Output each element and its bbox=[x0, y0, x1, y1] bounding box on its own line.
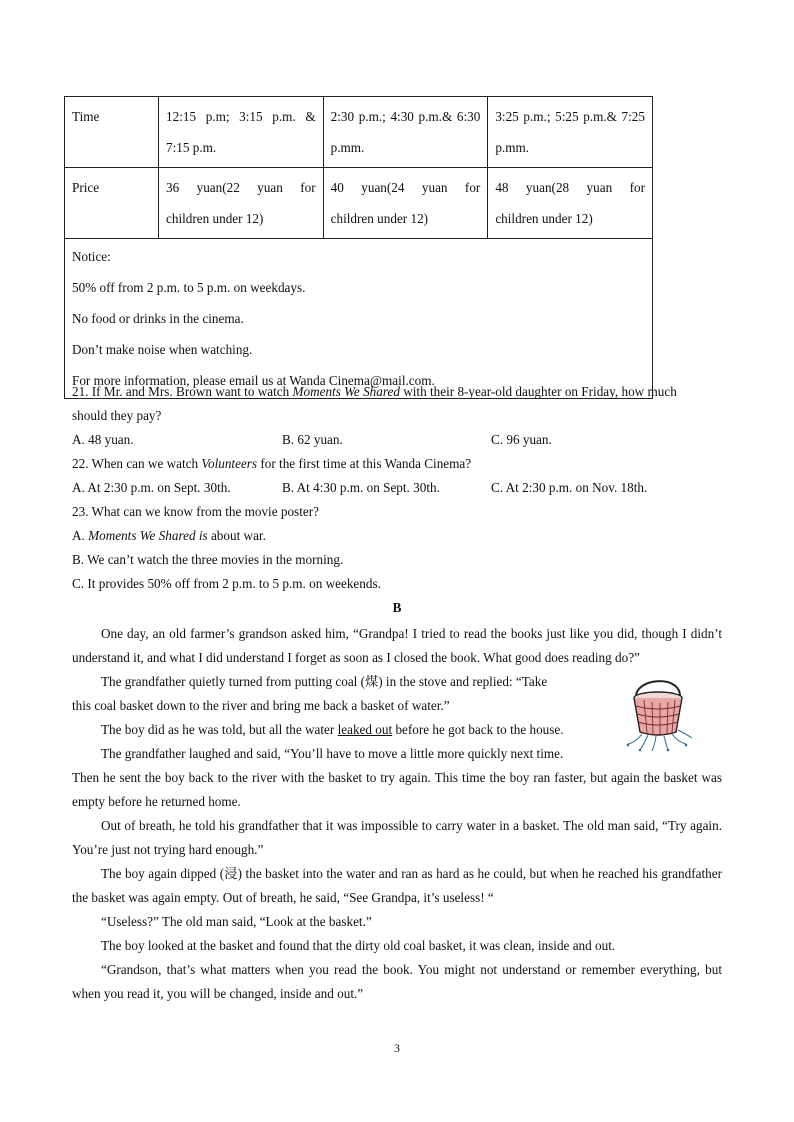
q21-text: 21. If Mr. and Mrs. Brown want to watch bbox=[72, 384, 293, 399]
cell-time-2: 2:30 p.m.; 4:30 p.m.& 6:30 p.mm. bbox=[323, 97, 488, 168]
notice-line: 50% off from 2 p.m. to 5 p.m. on weekdays. bbox=[72, 280, 306, 295]
passage-paragraph-cont: Then he sent the boy back to the river with the basket to try again. This time the boy ran faster, but again the basket was empty before he returned home. bbox=[72, 770, 722, 809]
cell-time-1: 12:15 p.m; 3:15 p.m. & 7:15 p.m. bbox=[159, 97, 324, 168]
movie-title: Moments We Shared is bbox=[88, 528, 208, 543]
table-row-price bbox=[65, 168, 653, 239]
questions-block bbox=[72, 380, 722, 620]
passage-paragraph: “Useless?” The old man said, “Look at the basket.” bbox=[101, 914, 372, 929]
cell-price-1: 36 yuan(22 yuan for children under 12) bbox=[159, 168, 324, 239]
table-row-notice bbox=[65, 239, 653, 399]
notice-line: Don’t make noise when watching. bbox=[72, 342, 253, 357]
question-22-options bbox=[72, 476, 722, 500]
question-23-stem: 23. What can we know from the movie poster? bbox=[72, 504, 319, 519]
q21-text: with their 8-year-old daughter on Friday, how much bbox=[399, 384, 677, 399]
notice-cell bbox=[65, 239, 653, 399]
row-label-price: Price bbox=[65, 168, 159, 239]
section-heading: B bbox=[392, 600, 402, 615]
option-b: B. At 4:30 p.m. on Sept. 30th. bbox=[282, 480, 440, 495]
option-a: A. At 2:30 p.m. on Sept. 30th. bbox=[72, 480, 231, 495]
question-21-stem-line2: should they pay? bbox=[72, 408, 162, 423]
cell-price-2: 40 yuan(24 yuan for children under 12) bbox=[323, 168, 488, 239]
notice-line: For more information, please email us at Wanda Cinema@mail.com. bbox=[72, 373, 435, 388]
row-label-time: Time bbox=[65, 97, 159, 168]
cell-price-3: 48 yuan(28 yuan for children under 12) bbox=[488, 168, 653, 239]
passage-paragraph-cont: this coal basket down to the river and bring me back a basket of water.” bbox=[72, 698, 450, 713]
option-c: C. At 2:30 p.m. on Nov. 18th. bbox=[491, 480, 648, 495]
question-21-stem bbox=[72, 380, 722, 404]
option-b: B. 62 yuan. bbox=[282, 432, 343, 447]
passage-paragraph: The grandfather quietly turned from putting coal (煤) in the stove and replied: “Take bbox=[101, 674, 548, 689]
option-c: C. It provides 50% off from 2 p.m. to 5 p.m. on weekends. bbox=[72, 576, 381, 591]
movie-title: Moments We Shared bbox=[292, 384, 400, 399]
notice-line: No food or drinks in the cinema. bbox=[72, 311, 244, 326]
passage-text: before he got back to the house. bbox=[392, 722, 564, 737]
water-basket-illustration bbox=[622, 672, 694, 752]
table-row-time bbox=[65, 97, 653, 168]
passage-paragraph: The boy again dipped (浸) the basket into the water and ran as hard as he could, but when he reached his grandfather the basket was again empty. Out of breath, he said, “See Grandpa, it’s useless! “ bbox=[72, 866, 722, 905]
q22-text: 22. When can we watch bbox=[72, 456, 202, 471]
cell-time-3: 3:25 p.m.; 5:25 p.m.& 7:25 p.mm. bbox=[488, 97, 653, 168]
option-a bbox=[72, 524, 722, 548]
passage-paragraph: Out of breath, he told his grandfather that it was impossible to carry water in a basket. The old man said, “Try again. You’re just not trying hard enough.” bbox=[72, 818, 722, 857]
notice-title: Notice: bbox=[72, 249, 111, 264]
option-b: B. We can’t watch the three movies in the morning. bbox=[72, 552, 344, 567]
schedule-table bbox=[64, 96, 653, 399]
passage-paragraph: “Grandson, that’s what matters when you read the book. You might not understand or remember everything, but when you read it, you will be changed, inside and out.” bbox=[72, 962, 722, 1001]
page-number: 3 bbox=[394, 1041, 400, 1055]
question-22-stem bbox=[72, 452, 722, 476]
movie-title: Volunteers bbox=[201, 456, 258, 471]
q22-text: for the first time at this Wanda Cinema? bbox=[257, 456, 472, 471]
passage-paragraph: The boy looked at the basket and found that the dirty old coal basket, it was clean, inside and out. bbox=[101, 938, 616, 953]
option-a-text: about war. bbox=[207, 528, 266, 543]
option-a-prefix: A. bbox=[72, 528, 89, 543]
passage-paragraph: One day, an old farmer’s grandson asked him, “Grandpa! I tried to read the books just like you did, though I didn’t understand it, and what I did understand I forget as soon as I closed the book. What good does reading do?” bbox=[72, 626, 722, 665]
question-21-options bbox=[72, 428, 722, 452]
option-a: A. 48 yuan. bbox=[72, 432, 134, 447]
underlined-phrase: leaked out bbox=[337, 722, 393, 737]
passage-paragraph: The grandfather laughed and said, “You’ll have to move a little more quickly next time. bbox=[101, 746, 564, 761]
passage-text: The boy did as he was told, but all the water bbox=[101, 722, 338, 737]
option-c: C. 96 yuan. bbox=[491, 432, 552, 447]
